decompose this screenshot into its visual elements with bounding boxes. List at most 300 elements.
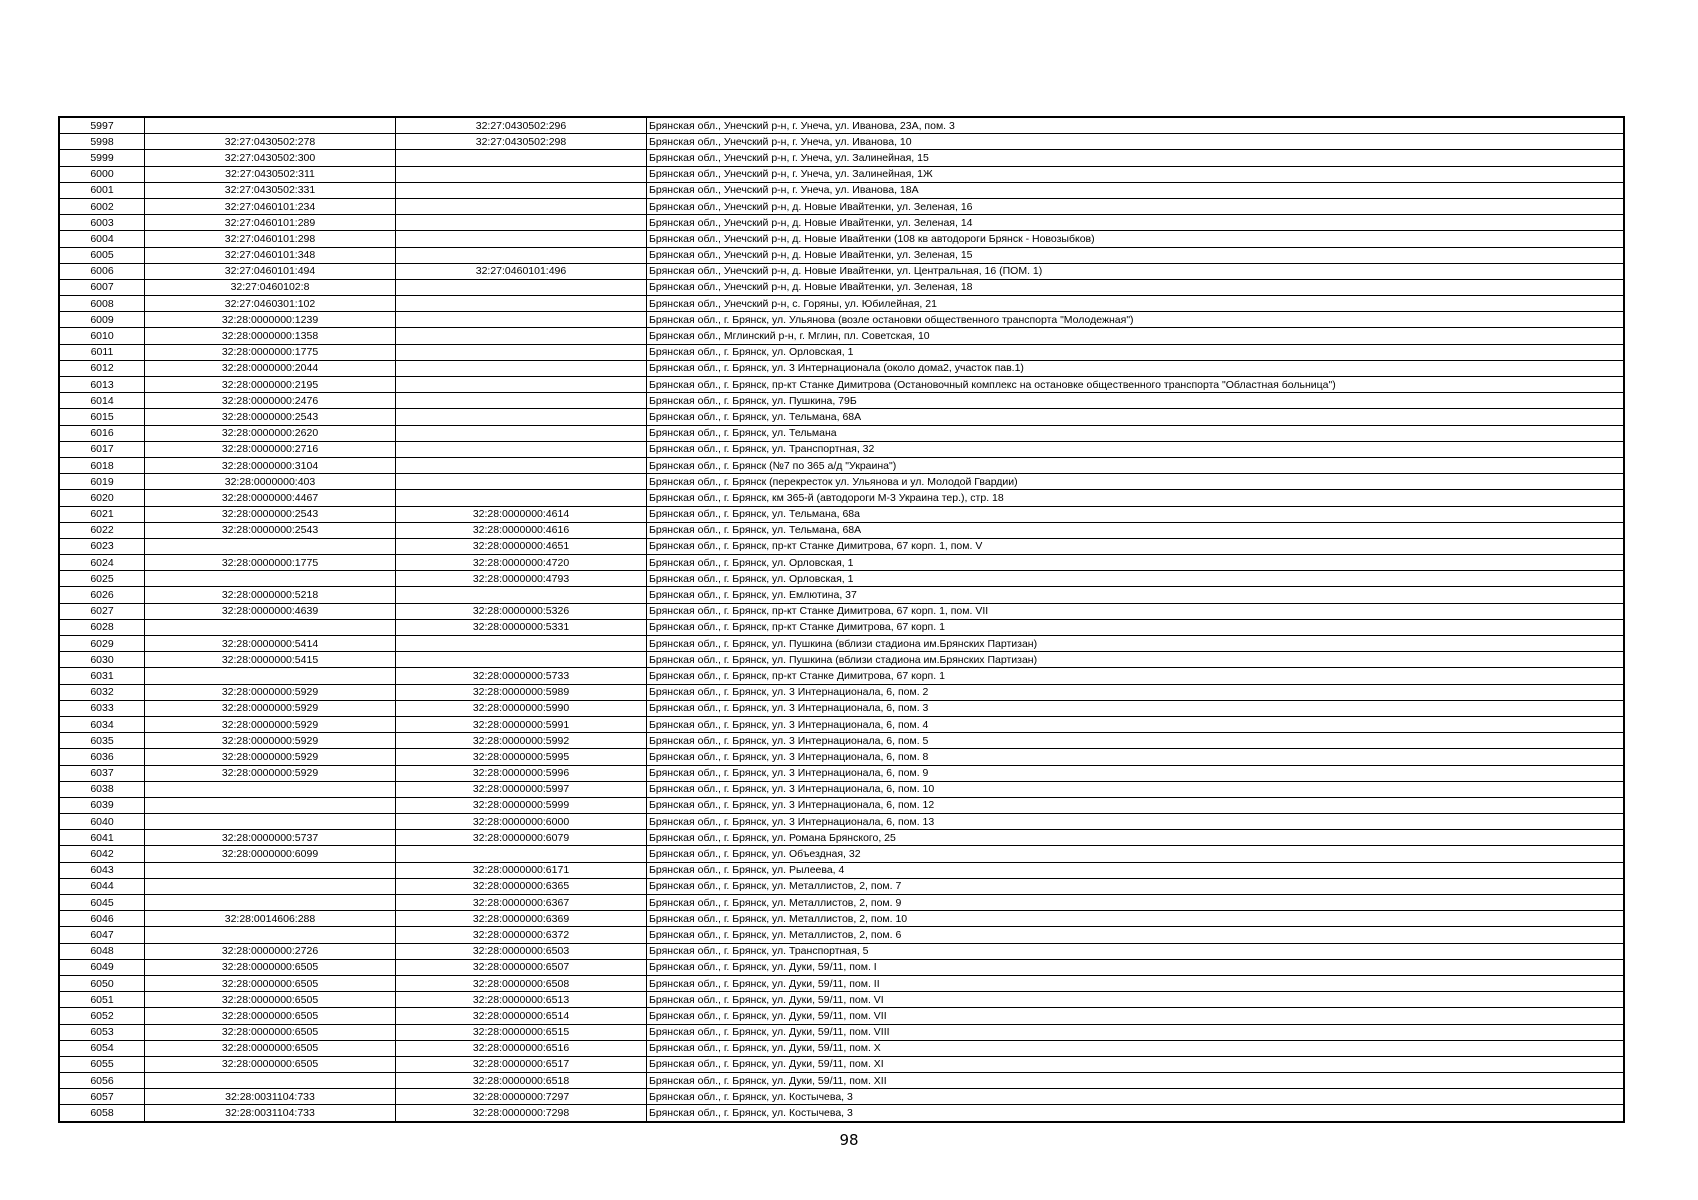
- row-number-cell: 6057: [59, 1089, 145, 1105]
- sub-object-number-cell: 32:28:0000000:4793: [396, 571, 647, 587]
- sub-object-number-cell: [396, 312, 647, 328]
- address-cell: Брянская обл., г. Брянск, ул. Орловская, 1: [647, 344, 1625, 360]
- sub-object-number-cell: 32:28:0000000:6507: [396, 959, 647, 975]
- row-number-cell: 5997: [59, 117, 145, 134]
- sub-object-number-cell: [396, 393, 647, 409]
- address-cell: Брянская обл., г. Брянск, ул. Дуки, 59/11, пом. VI: [647, 992, 1625, 1008]
- table-row: [59, 263, 1624, 279]
- cadastral-number-cell: 32:28:0000000:5218: [145, 587, 396, 603]
- table-row: [59, 846, 1624, 862]
- row-number-cell: 6050: [59, 975, 145, 991]
- address-cell: Брянская обл., г. Брянск, ул. Ульянова (возле остановки общественного транспорта "Молодежная"): [647, 312, 1625, 328]
- sub-object-number-cell: [396, 652, 647, 668]
- address-cell: Брянская обл., г. Брянск, ул. Металлистов, 2, пом. 9: [647, 895, 1625, 911]
- cadastral-number-cell: 32:28:0000000:5929: [145, 765, 396, 781]
- table-row: [59, 231, 1624, 247]
- address-cell: Брянская обл., г. Брянск, ул. Орловская, 1: [647, 571, 1625, 587]
- row-number-cell: 6011: [59, 344, 145, 360]
- table-row: [59, 247, 1624, 263]
- cadastral-number-cell: 32:28:0000000:5415: [145, 652, 396, 668]
- row-number-cell: 6038: [59, 781, 145, 797]
- cadastral-number-cell: 32:28:0000000:6505: [145, 1008, 396, 1024]
- row-number-cell: 5998: [59, 134, 145, 150]
- row-number-cell: 6045: [59, 895, 145, 911]
- sub-object-number-cell: 32:28:0000000:5331: [396, 619, 647, 635]
- table-row: [59, 279, 1624, 295]
- sub-object-number-cell: [396, 409, 647, 425]
- table-row: [59, 490, 1624, 506]
- table-row: [59, 393, 1624, 409]
- row-number-cell: 6004: [59, 231, 145, 247]
- sub-object-number-cell: [396, 360, 647, 376]
- sub-object-number-cell: 32:28:0000000:6000: [396, 814, 647, 830]
- address-cell: Брянская обл., г. Брянск, ул. Пушкина (вблизи стадиона им.Брянских Партизан): [647, 636, 1625, 652]
- table-row: [59, 959, 1624, 975]
- table-row: [59, 377, 1624, 393]
- sub-object-number-cell: 32:28:0000000:5326: [396, 603, 647, 619]
- sub-object-number-cell: [396, 247, 647, 263]
- address-cell: Брянская обл., Унечский р-н, д. Новые Ивайтенки, ул. Зеленая, 16: [647, 198, 1625, 214]
- address-cell: Брянская обл., Унечский р-н, г. Унеча, ул. Иванова, 10: [647, 134, 1625, 150]
- address-cell: Брянская обл., г. Брянск, ул. Пушкина (вблизи стадиона им.Брянских Партизан): [647, 652, 1625, 668]
- row-number-cell: 6007: [59, 279, 145, 295]
- sub-object-number-cell: 32:28:0000000:4651: [396, 538, 647, 554]
- address-cell: Брянская обл., г. Брянск (перекресток ул. Ульянова и ул. Молодой Гвардии): [647, 474, 1625, 490]
- table-row: [59, 814, 1624, 830]
- address-cell: Брянская обл., г. Брянск, ул. Дуки, 59/11, пом. II: [647, 975, 1625, 991]
- sub-object-number-cell: 32:28:0000000:7298: [396, 1105, 647, 1122]
- sub-object-number-cell: [396, 490, 647, 506]
- sub-object-number-cell: 32:28:0000000:5989: [396, 684, 647, 700]
- sub-object-number-cell: [396, 587, 647, 603]
- cadastral-number-cell: 32:28:0000000:1775: [145, 555, 396, 571]
- property-registry-table: [58, 116, 1625, 1123]
- cadastral-number-cell: 32:28:0000000:5929: [145, 716, 396, 732]
- cadastral-number-cell: [145, 895, 396, 911]
- table-row: [59, 409, 1624, 425]
- row-number-cell: 6054: [59, 1040, 145, 1056]
- address-cell: Брянская обл., Унечский р-н, с. Горяны, ул. Юбилейная, 21: [647, 296, 1625, 312]
- cadastral-number-cell: 32:28:0000000:4639: [145, 603, 396, 619]
- cadastral-number-cell: 32:27:0460301:102: [145, 296, 396, 312]
- cadastral-number-cell: 32:28:0000000:2716: [145, 441, 396, 457]
- address-cell: Брянская обл., г. Брянск, ул. Дуки, 59/11, пом. X: [647, 1040, 1625, 1056]
- sub-object-number-cell: [396, 457, 647, 473]
- row-number-cell: 6024: [59, 555, 145, 571]
- sub-object-number-cell: [396, 328, 647, 344]
- cadastral-number-cell: 32:28:0000000:1239: [145, 312, 396, 328]
- address-cell: Брянская обл., г. Брянск, ул. Орловская, 1: [647, 555, 1625, 571]
- cadastral-number-cell: 32:28:0000000:5737: [145, 830, 396, 846]
- cadastral-number-cell: [145, 668, 396, 684]
- sub-object-number-cell: 32:28:0000000:6503: [396, 943, 647, 959]
- cadastral-number-cell: 32:28:0000000:6505: [145, 959, 396, 975]
- cadastral-number-cell: [145, 117, 396, 134]
- table-row: [59, 117, 1624, 134]
- row-number-cell: 6031: [59, 668, 145, 684]
- table-row: [59, 878, 1624, 894]
- table-row: [59, 1105, 1624, 1122]
- cadastral-number-cell: 32:28:0000000:6505: [145, 992, 396, 1008]
- row-number-cell: 6005: [59, 247, 145, 263]
- sub-object-number-cell: [396, 441, 647, 457]
- row-number-cell: 6046: [59, 911, 145, 927]
- address-cell: Брянская обл., г. Брянск, пр-кт Станке Димитрова, 67 корп. 1: [647, 668, 1625, 684]
- sub-object-number-cell: 32:28:0000000:4616: [396, 522, 647, 538]
- row-number-cell: 6048: [59, 943, 145, 959]
- cadastral-number-cell: 32:28:0000000:5929: [145, 733, 396, 749]
- address-cell: Брянская обл., г. Брянск, ул. Рылеева, 4: [647, 862, 1625, 878]
- cadastral-number-cell: 32:27:0460101:348: [145, 247, 396, 263]
- sub-object-number-cell: 32:28:0000000:5999: [396, 797, 647, 813]
- address-cell: Брянская обл., г. Брянск, ул. 3 Интернационала, 6, пом. 9: [647, 765, 1625, 781]
- row-number-cell: 6032: [59, 684, 145, 700]
- table-row: [59, 328, 1624, 344]
- table-row: [59, 296, 1624, 312]
- cadastral-number-cell: 32:28:0000000:6505: [145, 1024, 396, 1040]
- row-number-cell: 6020: [59, 490, 145, 506]
- row-number-cell: 6013: [59, 377, 145, 393]
- row-number-cell: 6001: [59, 182, 145, 198]
- address-cell: Брянская обл., Унечский р-н, г. Унеча, ул. Иванова, 23А, пом. 3: [647, 117, 1625, 134]
- sub-object-number-cell: [396, 279, 647, 295]
- sub-object-number-cell: 32:28:0000000:5992: [396, 733, 647, 749]
- sub-object-number-cell: [396, 425, 647, 441]
- row-number-cell: 6049: [59, 959, 145, 975]
- cadastral-number-cell: 32:27:0430502:278: [145, 134, 396, 150]
- sub-object-number-cell: 32:27:0430502:298: [396, 134, 647, 150]
- row-number-cell: 6042: [59, 846, 145, 862]
- row-number-cell: 6030: [59, 652, 145, 668]
- address-cell: Брянская обл., Мглинский р-н, г. Мглин, пл. Советская, 10: [647, 328, 1625, 344]
- page-number: 98: [839, 1131, 859, 1149]
- table-row: [59, 716, 1624, 732]
- address-cell: Брянская обл., г. Брянск, ул. Емлютина, 37: [647, 587, 1625, 603]
- table-row: [59, 134, 1624, 150]
- sub-object-number-cell: [396, 377, 647, 393]
- sub-object-number-cell: 32:28:0000000:6365: [396, 878, 647, 894]
- sub-object-number-cell: 32:28:0000000:6517: [396, 1056, 647, 1072]
- sub-object-number-cell: 32:27:0460101:496: [396, 263, 647, 279]
- sub-object-number-cell: 32:28:0000000:7297: [396, 1089, 647, 1105]
- row-number-cell: 6018: [59, 457, 145, 473]
- cadastral-number-cell: 32:27:0430502:331: [145, 182, 396, 198]
- address-cell: Брянская обл., Унечский р-н, д. Новые Ивайтенки, ул. Зеленая, 15: [647, 247, 1625, 263]
- cadastral-number-cell: 32:28:0000000:6505: [145, 1056, 396, 1072]
- sub-object-number-cell: 32:28:0000000:6367: [396, 895, 647, 911]
- address-cell: Брянская обл., Унечский р-н, г. Унеча, ул. Иванова, 18А: [647, 182, 1625, 198]
- table-row: [59, 182, 1624, 198]
- table-row: [59, 684, 1624, 700]
- address-cell: Брянская обл., г. Брянск, ул. Тельмана, 68А: [647, 522, 1625, 538]
- address-cell: Брянская обл., г. Брянск, ул. 3 Интернационала, 6, пом. 5: [647, 733, 1625, 749]
- sub-object-number-cell: 32:28:0000000:5997: [396, 781, 647, 797]
- row-number-cell: 6033: [59, 700, 145, 716]
- row-number-cell: 6015: [59, 409, 145, 425]
- row-number-cell: 6009: [59, 312, 145, 328]
- sub-object-number-cell: 32:28:0000000:5733: [396, 668, 647, 684]
- cadastral-number-cell: 32:28:0014606:288: [145, 911, 396, 927]
- table-row: [59, 215, 1624, 231]
- cadastral-number-cell: 32:27:0460101:234: [145, 198, 396, 214]
- cadastral-number-cell: [145, 538, 396, 554]
- row-number-cell: 6036: [59, 749, 145, 765]
- table-row: [59, 198, 1624, 214]
- address-cell: Брянская обл., г. Брянск, ул. Транспортная, 5: [647, 943, 1625, 959]
- table-row: [59, 700, 1624, 716]
- cadastral-number-cell: [145, 878, 396, 894]
- row-number-cell: 6003: [59, 215, 145, 231]
- row-number-cell: 6058: [59, 1105, 145, 1122]
- row-number-cell: 6044: [59, 878, 145, 894]
- cadastral-number-cell: 32:27:0460101:298: [145, 231, 396, 247]
- table-row: [59, 749, 1624, 765]
- table-row: [59, 425, 1624, 441]
- row-number-cell: 5999: [59, 150, 145, 166]
- address-cell: Брянская обл., г. Брянск, ул. 3 Интернационала, 6, пом. 4: [647, 716, 1625, 732]
- table-row: [59, 474, 1624, 490]
- row-number-cell: 6019: [59, 474, 145, 490]
- row-number-cell: 6023: [59, 538, 145, 554]
- address-cell: Брянская обл., г. Брянск, ул. Тельмана, 68а: [647, 506, 1625, 522]
- sub-object-number-cell: 32:28:0000000:5990: [396, 700, 647, 716]
- table-row: [59, 538, 1624, 554]
- cadastral-number-cell: 32:28:0000000:6505: [145, 975, 396, 991]
- table-row: [59, 312, 1624, 328]
- table-row: [59, 1040, 1624, 1056]
- row-number-cell: 6010: [59, 328, 145, 344]
- cadastral-number-cell: 32:28:0000000:2543: [145, 522, 396, 538]
- row-number-cell: 6034: [59, 716, 145, 732]
- sub-object-number-cell: 32:28:0000000:6514: [396, 1008, 647, 1024]
- cadastral-number-cell: 32:28:0000000:1775: [145, 344, 396, 360]
- address-cell: Брянская обл., Унечский р-н, д. Новые Ивайтенки, ул. Центральная, 16 (ПОМ. 1): [647, 263, 1625, 279]
- cadastral-number-cell: [145, 781, 396, 797]
- address-cell: Брянская обл., г. Брянск, ул. Дуки, 59/11, пом. XII: [647, 1073, 1625, 1089]
- row-number-cell: 6029: [59, 636, 145, 652]
- cadastral-number-cell: 32:28:0000000:1358: [145, 328, 396, 344]
- table-row: [59, 1056, 1624, 1072]
- row-number-cell: 6053: [59, 1024, 145, 1040]
- table-row: [59, 1008, 1624, 1024]
- address-cell: Брянская обл., г. Брянск, ул. Романа Брянского, 25: [647, 830, 1625, 846]
- address-cell: Брянская обл., г. Брянск, ул. Тельмана: [647, 425, 1625, 441]
- address-cell: Брянская обл., г. Брянск, ул. 3 Интернационала, 6, пом. 13: [647, 814, 1625, 830]
- row-number-cell: 6014: [59, 393, 145, 409]
- cadastral-number-cell: 32:28:0000000:2620: [145, 425, 396, 441]
- address-cell: Брянская обл., г. Брянск, ул. Пушкина, 79Б: [647, 393, 1625, 409]
- table-row: [59, 765, 1624, 781]
- address-cell: Брянская обл., г. Брянск, ул. Объездная, 32: [647, 846, 1625, 862]
- table-row: [59, 1024, 1624, 1040]
- row-number-cell: 6026: [59, 587, 145, 603]
- row-number-cell: 6028: [59, 619, 145, 635]
- row-number-cell: 6037: [59, 765, 145, 781]
- address-cell: Брянская обл., г. Брянск, ул. 3 Интернационала, 6, пом. 10: [647, 781, 1625, 797]
- cadastral-number-cell: [145, 927, 396, 943]
- sub-object-number-cell: 32:28:0000000:6516: [396, 1040, 647, 1056]
- row-number-cell: 6006: [59, 263, 145, 279]
- sub-object-number-cell: [396, 215, 647, 231]
- table-row: [59, 441, 1624, 457]
- sub-object-number-cell: 32:28:0000000:4720: [396, 555, 647, 571]
- address-cell: Брянская обл., г. Брянск (№7 по 365 а/д "Украина"): [647, 457, 1625, 473]
- sub-object-number-cell: 32:28:0000000:6171: [396, 862, 647, 878]
- address-cell: Брянская обл., г. Брянск, ул. Дуки, 59/11, пом. VIII: [647, 1024, 1625, 1040]
- table-row: [59, 943, 1624, 959]
- address-cell: Брянская обл., г. Брянск, ул. 3 Интернационала, 6, пом. 3: [647, 700, 1625, 716]
- cadastral-number-cell: 32:28:0000000:5929: [145, 684, 396, 700]
- row-number-cell: 6055: [59, 1056, 145, 1072]
- table-row: [59, 1073, 1624, 1089]
- sub-object-number-cell: 32:28:0000000:6369: [396, 911, 647, 927]
- sub-object-number-cell: 32:27:0430502:296: [396, 117, 647, 134]
- table-row: [59, 797, 1624, 813]
- sub-object-number-cell: [396, 296, 647, 312]
- address-cell: Брянская обл., Унечский р-н, д. Новые Ивайтенки, ул. Зеленая, 18: [647, 279, 1625, 295]
- row-number-cell: 6025: [59, 571, 145, 587]
- address-cell: Брянская обл., Унечский р-н, г. Унеча, ул. Залинейная, 1Ж: [647, 166, 1625, 182]
- cadastral-number-cell: [145, 797, 396, 813]
- row-number-cell: 6052: [59, 1008, 145, 1024]
- table-row: [59, 457, 1624, 473]
- cadastral-number-cell: 32:28:0000000:5929: [145, 749, 396, 765]
- row-number-cell: 6002: [59, 198, 145, 214]
- address-cell: Брянская обл., г. Брянск, ул. Транспортная, 32: [647, 441, 1625, 457]
- cadastral-number-cell: [145, 619, 396, 635]
- sub-object-number-cell: 32:28:0000000:6515: [396, 1024, 647, 1040]
- table-row: [59, 975, 1624, 991]
- address-cell: Брянская обл., г. Брянск, ул. Дуки, 59/11, пом. I: [647, 959, 1625, 975]
- address-cell: Брянская обл., г. Брянск, ул. 3 Интернационала, 6, пом. 2: [647, 684, 1625, 700]
- row-number-cell: 6000: [59, 166, 145, 182]
- table-row: [59, 927, 1624, 943]
- table-row: [59, 587, 1624, 603]
- row-number-cell: 6056: [59, 1073, 145, 1089]
- cadastral-number-cell: 32:28:0000000:5929: [145, 700, 396, 716]
- sub-object-number-cell: [396, 166, 647, 182]
- address-cell: Брянская обл., г. Брянск, ул. Костычева, 3: [647, 1089, 1625, 1105]
- cadastral-number-cell: [145, 814, 396, 830]
- cadastral-number-cell: 32:27:0460101:494: [145, 263, 396, 279]
- cadastral-number-cell: 32:28:0000000:6099: [145, 846, 396, 862]
- cadastral-number-cell: [145, 1073, 396, 1089]
- cadastral-number-cell: 32:28:0000000:6505: [145, 1040, 396, 1056]
- table-body: [59, 117, 1624, 1122]
- cadastral-number-cell: 32:28:0000000:5414: [145, 636, 396, 652]
- sub-object-number-cell: [396, 344, 647, 360]
- row-number-cell: 6041: [59, 830, 145, 846]
- table-row: [59, 360, 1624, 376]
- sub-object-number-cell: [396, 150, 647, 166]
- address-cell: Брянская обл., г. Брянск, пр-кт Станке Димитрова, 67 корп. 1: [647, 619, 1625, 635]
- cadastral-number-cell: [145, 571, 396, 587]
- table-row: [59, 344, 1624, 360]
- sub-object-number-cell: 32:28:0000000:5991: [396, 716, 647, 732]
- cadastral-number-cell: 32:28:0000000:2195: [145, 377, 396, 393]
- address-cell: Брянская обл., Унечский р-н, г. Унеча, ул. Залинейная, 15: [647, 150, 1625, 166]
- table-row: [59, 619, 1624, 635]
- sub-object-number-cell: [396, 198, 647, 214]
- row-number-cell: 6017: [59, 441, 145, 457]
- table-row: [59, 862, 1624, 878]
- sub-object-number-cell: 32:28:0000000:5995: [396, 749, 647, 765]
- row-number-cell: 6043: [59, 862, 145, 878]
- address-cell: Брянская обл., г. Брянск, ул. 3 Интернационала, 6, пом. 12: [647, 797, 1625, 813]
- sub-object-number-cell: 32:28:0000000:6518: [396, 1073, 647, 1089]
- table-row: [59, 166, 1624, 182]
- cadastral-number-cell: 32:28:0031104:733: [145, 1089, 396, 1105]
- table-row: [59, 652, 1624, 668]
- sub-object-number-cell: [396, 636, 647, 652]
- cadastral-number-cell: 32:28:0000000:2726: [145, 943, 396, 959]
- address-cell: Брянская обл., г. Брянск, пр-кт Станке Димитрова, 67 корп. 1, пом. VII: [647, 603, 1625, 619]
- address-cell: Брянская обл., г. Брянск, ул. Металлистов, 2, пом. 10: [647, 911, 1625, 927]
- row-number-cell: 6012: [59, 360, 145, 376]
- row-number-cell: 6027: [59, 603, 145, 619]
- sub-object-number-cell: 32:28:0000000:6372: [396, 927, 647, 943]
- address-cell: Брянская обл., г. Брянск, ул. Тельмана, 68А: [647, 409, 1625, 425]
- cadastral-number-cell: 32:28:0000000:403: [145, 474, 396, 490]
- cadastral-number-cell: 32:28:0000000:2044: [145, 360, 396, 376]
- address-cell: Брянская обл., г. Брянск, ул. Костычева, 3: [647, 1105, 1625, 1122]
- row-number-cell: 6051: [59, 992, 145, 1008]
- row-number-cell: 6040: [59, 814, 145, 830]
- cadastral-number-cell: 32:28:0031104:733: [145, 1105, 396, 1122]
- address-cell: Брянская обл., г. Брянск, ул. Дуки, 59/11, пом. XI: [647, 1056, 1625, 1072]
- sub-object-number-cell: 32:28:0000000:6508: [396, 975, 647, 991]
- table-row: [59, 506, 1624, 522]
- table-row: [59, 911, 1624, 927]
- address-cell: Брянская обл., г. Брянск, ул. Дуки, 59/11, пом. VII: [647, 1008, 1625, 1024]
- table-row: [59, 522, 1624, 538]
- table-row: [59, 150, 1624, 166]
- cadastral-number-cell: [145, 862, 396, 878]
- cadastral-number-cell: 32:28:0000000:2543: [145, 409, 396, 425]
- row-number-cell: 6039: [59, 797, 145, 813]
- row-number-cell: 6021: [59, 506, 145, 522]
- cadastral-number-cell: 32:28:0000000:3104: [145, 457, 396, 473]
- table-row: [59, 636, 1624, 652]
- address-cell: Брянская обл., г. Брянск, пр-кт Станке Димитрова, 67 корп. 1, пом. V: [647, 538, 1625, 554]
- sub-object-number-cell: 32:28:0000000:5996: [396, 765, 647, 781]
- table-row: [59, 603, 1624, 619]
- table-row: [59, 1089, 1624, 1105]
- address-cell: Брянская обл., Унечский р-н, д. Новые Ивайтенки (108 кв автодороги Брянск - Новозыбков): [647, 231, 1625, 247]
- cadastral-number-cell: 32:27:0430502:300: [145, 150, 396, 166]
- cadastral-number-cell: 32:27:0460102:8: [145, 279, 396, 295]
- sub-object-number-cell: [396, 182, 647, 198]
- address-cell: Брянская обл., Унечский р-н, д. Новые Ивайтенки, ул. Зеленая, 14: [647, 215, 1625, 231]
- address-cell: Брянская обл., г. Брянск, ул. Металлистов, 2, пом. 7: [647, 878, 1625, 894]
- sub-object-number-cell: [396, 474, 647, 490]
- address-cell: Брянская обл., г. Брянск, пр-кт Станке Димитрова (Остановочный комплекс на остановке общественного транспорта "Областная больница"): [647, 377, 1625, 393]
- address-cell: Брянская обл., г. Брянск, ул. 3 Интернационала, 6, пом. 8: [647, 749, 1625, 765]
- row-number-cell: 6022: [59, 522, 145, 538]
- table-row: [59, 830, 1624, 846]
- row-number-cell: 6016: [59, 425, 145, 441]
- row-number-cell: 6047: [59, 927, 145, 943]
- sub-object-number-cell: [396, 846, 647, 862]
- address-cell: Брянская обл., г. Брянск, ул. Металлистов, 2, пом. 6: [647, 927, 1625, 943]
- table-row: [59, 992, 1624, 1008]
- table-row: [59, 571, 1624, 587]
- cadastral-number-cell: 32:27:0430502:311: [145, 166, 396, 182]
- table-row: [59, 668, 1624, 684]
- row-number-cell: 6035: [59, 733, 145, 749]
- table-row: [59, 781, 1624, 797]
- cadastral-number-cell: 32:28:0000000:2543: [145, 506, 396, 522]
